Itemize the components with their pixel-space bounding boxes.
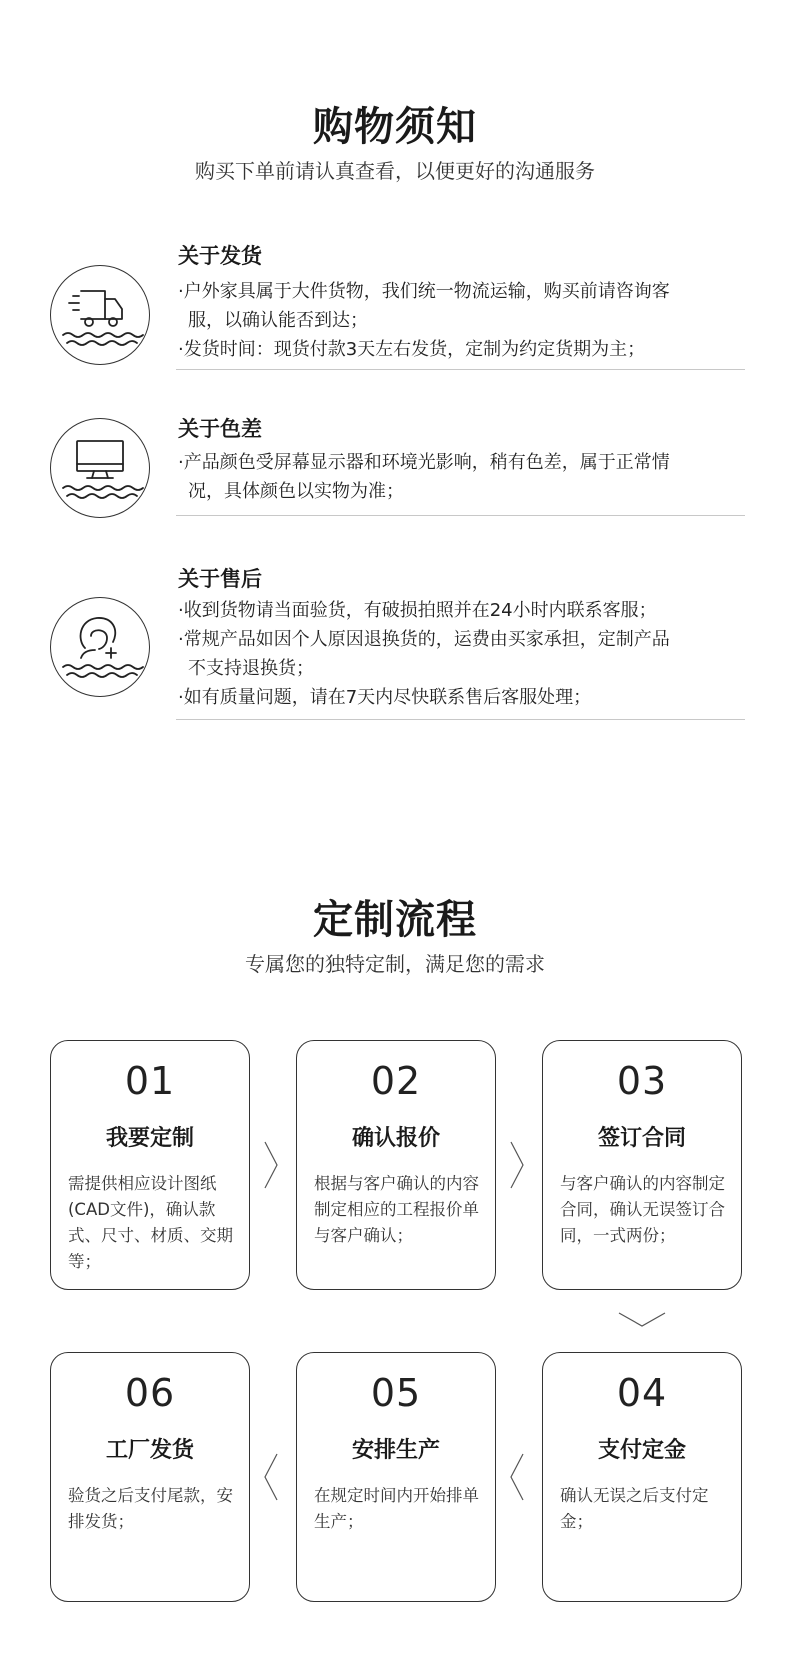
- notice-line: 不支持退换货；: [188, 658, 314, 679]
- monitor-icon: [50, 418, 150, 518]
- divider: [176, 719, 745, 720]
- notice-text-color: [178, 448, 748, 506]
- divider: [176, 515, 745, 516]
- step-name: 工厂发货: [105, 1438, 194, 1463]
- notice-line: 服，以确认能否到达；: [188, 310, 368, 331]
- step-number: 04: [616, 1371, 668, 1415]
- notice-line: ·户外家具属于大件货物，我们统一物流运输，购买前请咨询客: [178, 281, 670, 302]
- process-title: 定制流程: [313, 897, 477, 943]
- step-name: 安排生产: [351, 1438, 440, 1463]
- step-card-02: [296, 1040, 496, 1290]
- step-name: 确认报价: [351, 1126, 440, 1151]
- step-name: 签订合同: [597, 1126, 686, 1151]
- step-number: 06: [124, 1371, 176, 1415]
- chevron-right-icon: [263, 1140, 279, 1190]
- notice-title: 购物须知: [313, 104, 477, 150]
- notice-item-aftersales: [50, 561, 745, 726]
- divider: [176, 369, 745, 370]
- step-number: 03: [616, 1059, 668, 1103]
- step-description: 根据与客户确认的内容制定相应的工程报价单与客户确认；: [314, 1174, 479, 1245]
- step-number: 05: [370, 1371, 422, 1415]
- notice-line: 况，具体颜色以实物为准；: [188, 481, 404, 502]
- chevron-right-icon: [509, 1140, 525, 1190]
- notice-subtitle: 购买下单前请认真查看，以便更好的沟通服务: [195, 159, 595, 183]
- step-card-01: [50, 1040, 250, 1290]
- chevron-left-icon: [509, 1452, 525, 1502]
- chevron-left-icon: [263, 1452, 279, 1502]
- notice-line: ·收到货物请当面验货，有破损拍照并在24小时内联系客服；: [178, 600, 657, 621]
- step-card-06: [50, 1352, 250, 1602]
- notice-line: ·如有质量问题，请在7天内尽快联系售后客服处理；: [178, 687, 592, 708]
- step-name: 支付定金: [597, 1438, 686, 1463]
- delivery-truck-icon: [50, 265, 150, 365]
- process-subtitle: 专属您的独特定制，满足您的需求: [245, 952, 545, 976]
- notice-heading-shipping: 关于发货: [178, 244, 262, 268]
- notice-line: ·产品颜色受屏幕显示器和环境光影响，稍有色差，属于正常情: [178, 452, 670, 473]
- step-card-05: [296, 1352, 496, 1602]
- chevron-down-icon: [617, 1311, 667, 1329]
- notice-item-shipping: [50, 240, 745, 375]
- step-number: 02: [370, 1059, 422, 1103]
- notice-text-shipping: [178, 277, 748, 364]
- notice-text-aftersales: [178, 596, 748, 712]
- step-description: 在规定时间内开始排单生产；: [314, 1486, 479, 1531]
- notice-item-color: [50, 411, 745, 521]
- notice-line: ·常规产品如因个人原因退换货的，运费由买家承担，定制产品: [178, 629, 670, 650]
- notice-heading-aftersales: 关于售后: [178, 567, 262, 591]
- notice-heading-color: 关于色差: [178, 417, 262, 441]
- step-description: 与客户确认的内容制定合同，确认无误签订合同，一式两份；: [560, 1174, 725, 1245]
- step-name: 我要定制: [105, 1126, 194, 1151]
- step-description: 需提供相应设计图纸(CAD文件)，确认款式、尺寸、材质、交期等；: [68, 1174, 233, 1271]
- step-description: 验货之后支付尾款，安排发货；: [68, 1486, 233, 1531]
- step-description: 确认无误之后支付定金；: [560, 1486, 709, 1531]
- customer-service-icon: [50, 597, 150, 697]
- step-card-03: [542, 1040, 742, 1290]
- notice-line: ·发货时间：现货付款3天左右发货，定制为约定货期为主；: [178, 339, 646, 360]
- step-card-04: [542, 1352, 742, 1602]
- step-number: 01: [124, 1059, 176, 1103]
